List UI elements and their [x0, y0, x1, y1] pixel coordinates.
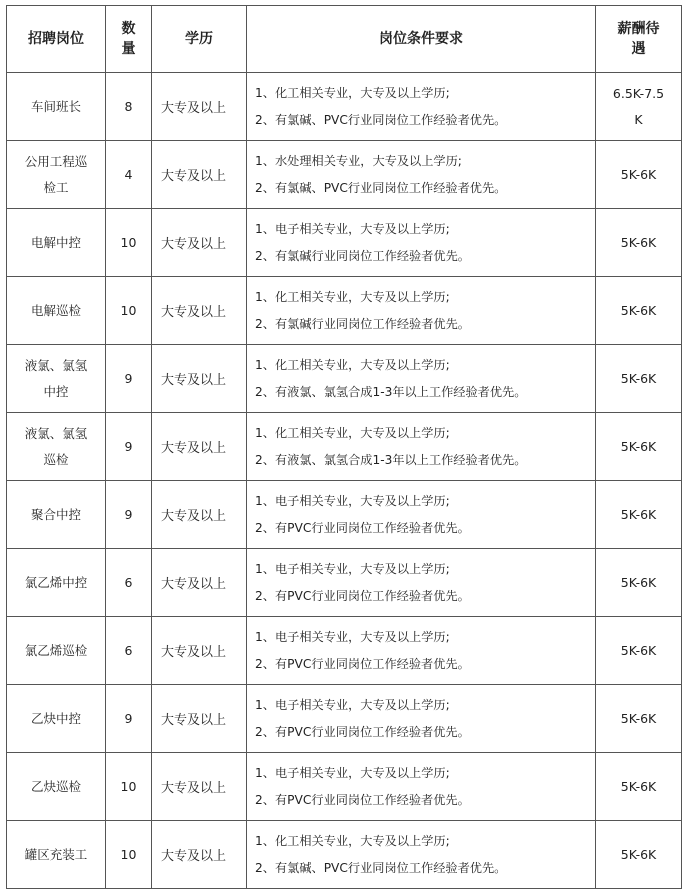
education-cell: 大专及以上: [152, 73, 247, 141]
requirement-line: 1、水处理相关专业，大专及以上学历;: [255, 153, 462, 168]
requirement-line: 2、有氯碱、PVC行业同岗位工作经验者优先。: [255, 112, 507, 127]
requirements-cell: [247, 413, 596, 481]
count-cell: 6: [106, 617, 152, 685]
position-cell: 车间班长: [7, 73, 106, 141]
count-cell: 10: [106, 753, 152, 821]
salary-cell: 5K-6K: [596, 209, 682, 277]
header-requirements: 岗位条件要求: [247, 6, 596, 73]
salary-cell: 5K-6K: [596, 821, 682, 889]
requirement-line: 2、有PVC行业同岗位工作经验者优先。: [255, 588, 470, 603]
table-row: [7, 617, 682, 685]
salary-cell: 5K-6K: [596, 345, 682, 413]
requirement-line: 2、有PVC行业同岗位工作经验者优先。: [255, 520, 470, 535]
count-cell: 4: [106, 141, 152, 209]
header-position: 招聘岗位: [7, 6, 106, 73]
education-cell: 大专及以上: [152, 821, 247, 889]
requirements-cell: [247, 821, 596, 889]
salary-cell: 5K-6K: [596, 141, 682, 209]
requirements-cell: [247, 617, 596, 685]
requirement-line: 1、电子相关专业，大专及以上学历;: [255, 765, 450, 780]
education-cell: 大专及以上: [152, 753, 247, 821]
position-cell: 电解巡检: [7, 277, 106, 345]
count-cell: 9: [106, 413, 152, 481]
education-cell: 大专及以上: [152, 617, 247, 685]
education-cell: 大专及以上: [152, 345, 247, 413]
position-cell: 乙炔中控: [7, 685, 106, 753]
table-row: [7, 345, 682, 413]
requirement-line: 1、电子相关专业，大专及以上学历;: [255, 697, 450, 712]
count-cell: 6: [106, 549, 152, 617]
requirements-cell: [247, 209, 596, 277]
requirements-cell: [247, 481, 596, 549]
count-cell: 8: [106, 73, 152, 141]
header-row: [7, 6, 682, 73]
table-row: [7, 73, 682, 141]
requirements-cell: [247, 753, 596, 821]
count-cell: 9: [106, 685, 152, 753]
table-row: [7, 209, 682, 277]
requirement-line: 1、化工相关专业，大专及以上学历;: [255, 289, 450, 304]
requirement-line: 1、电子相关专业，大专及以上学历;: [255, 561, 450, 576]
requirement-line: 1、化工相关专业，大专及以上学历;: [255, 357, 450, 372]
count-cell: 9: [106, 345, 152, 413]
education-cell: 大专及以上: [152, 413, 247, 481]
position-cell: 电解中控: [7, 209, 106, 277]
count-cell: 10: [106, 209, 152, 277]
table-row: [7, 413, 682, 481]
education-cell: 大专及以上: [152, 141, 247, 209]
requirement-line: 2、有液氯、氯氢合成1-3年以上工作经验者优先。: [255, 452, 527, 467]
position-cell: 液氯、氯氢 巡检: [7, 413, 106, 481]
requirements-cell: [247, 345, 596, 413]
requirement-line: 1、电子相关专业，大专及以上学历;: [255, 629, 450, 644]
position-cell: 罐区充装工: [7, 821, 106, 889]
salary-cell: 5K-6K: [596, 549, 682, 617]
requirements-cell: [247, 277, 596, 345]
requirement-line: 1、化工相关专业，大专及以上学历;: [255, 85, 450, 100]
requirement-line: 1、化工相关专业，大专及以上学历;: [255, 833, 450, 848]
position-cell: 氯乙烯巡检: [7, 617, 106, 685]
header-education: 学历: [152, 6, 247, 73]
salary-cell: 5K-6K: [596, 685, 682, 753]
requirements-cell: [247, 685, 596, 753]
table-row: [7, 481, 682, 549]
salary-cell: 5K-6K: [596, 277, 682, 345]
table-row: [7, 141, 682, 209]
requirement-line: 1、电子相关专业，大专及以上学历;: [255, 221, 450, 236]
table-row: [7, 685, 682, 753]
table-row: [7, 753, 682, 821]
position-cell: 乙炔巡检: [7, 753, 106, 821]
position-cell: 聚合中控: [7, 481, 106, 549]
education-cell: 大专及以上: [152, 685, 247, 753]
position-cell: 液氯、氯氢 中控: [7, 345, 106, 413]
table-row: [7, 549, 682, 617]
requirement-line: 2、有PVC行业同岗位工作经验者优先。: [255, 724, 470, 739]
salary-cell: 5K-6K: [596, 481, 682, 549]
salary-cell: 5K-6K: [596, 617, 682, 685]
requirement-line: 1、电子相关专业，大专及以上学历;: [255, 493, 450, 508]
table-row: [7, 277, 682, 345]
requirements-cell: [247, 73, 596, 141]
education-cell: 大专及以上: [152, 277, 247, 345]
count-cell: 9: [106, 481, 152, 549]
requirement-line: 2、有PVC行业同岗位工作经验者优先。: [255, 792, 470, 807]
requirements-cell: [247, 549, 596, 617]
salary-cell: 5K-6K: [596, 413, 682, 481]
requirement-line: 2、有氯碱行业同岗位工作经验者优先。: [255, 316, 470, 331]
header-count: 数 量: [106, 6, 152, 73]
requirement-line: 2、有氯碱、PVC行业同岗位工作经验者优先。: [255, 860, 507, 875]
education-cell: 大专及以上: [152, 209, 247, 277]
requirement-line: 2、有氯碱行业同岗位工作经验者优先。: [255, 248, 470, 263]
salary-cell: 5K-6K: [596, 753, 682, 821]
education-cell: 大专及以上: [152, 549, 247, 617]
position-cell: 公用工程巡 检工: [7, 141, 106, 209]
requirement-line: 2、有液氯、氯氢合成1-3年以上工作经验者优先。: [255, 384, 527, 399]
count-cell: 10: [106, 821, 152, 889]
requirement-line: 2、有PVC行业同岗位工作经验者优先。: [255, 656, 470, 671]
education-cell: 大专及以上: [152, 481, 247, 549]
requirement-line: 1、化工相关专业，大专及以上学历;: [255, 425, 450, 440]
requirement-line: 2、有氯碱、PVC行业同岗位工作经验者优先。: [255, 180, 507, 195]
count-cell: 10: [106, 277, 152, 345]
salary-cell: 6.5K-7.5 K: [596, 73, 682, 141]
table-row: [7, 821, 682, 889]
recruitment-table: [6, 5, 682, 889]
requirements-cell: [247, 141, 596, 209]
header-salary: 薪酬待 遇: [596, 6, 682, 73]
position-cell: 氯乙烯中控: [7, 549, 106, 617]
